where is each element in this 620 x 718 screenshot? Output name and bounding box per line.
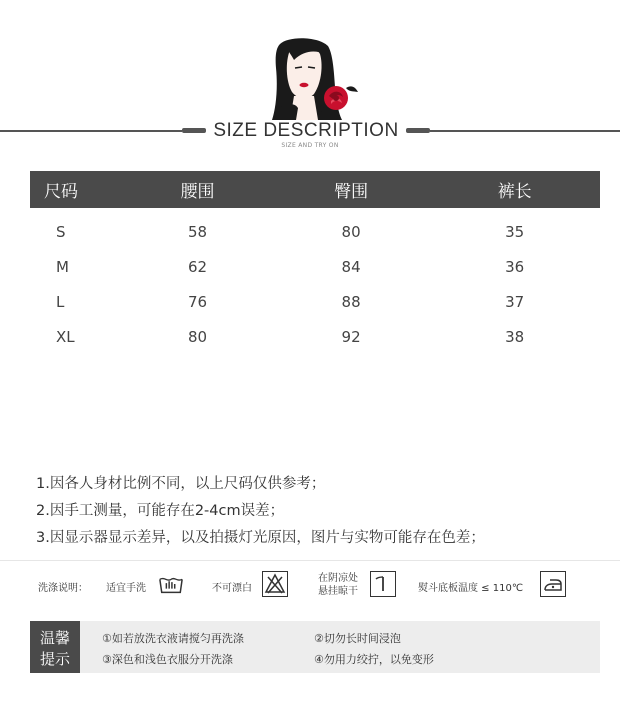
table-row (30, 249, 600, 284)
warm-tips-heading-line1: 温馨 (39, 629, 70, 647)
warm-tips-heading-line2: 提示 (39, 650, 70, 668)
section-title-row (0, 118, 620, 144)
care-text-hang-dry (318, 572, 358, 598)
cell-waist: 80 (188, 327, 208, 346)
table-header-row (30, 171, 600, 208)
header-waist: 腰围 (122, 171, 273, 208)
no-bleach-icon (262, 571, 288, 597)
cell-hip: 92 (341, 327, 361, 346)
table-row (30, 208, 600, 249)
cell-hip: 84 (341, 257, 361, 276)
title-divider-right (430, 130, 620, 132)
page-subtitle: SIZE AND TRY ON (281, 142, 339, 149)
brand-logo-illustration (268, 38, 360, 120)
size-table (30, 171, 600, 354)
tip-item: ④勿用力绞拧，以免变形 (314, 653, 434, 666)
page-title: SIZE DESCRIPTION (213, 120, 399, 141)
care-text-hang-dry-line1: 在阴凉处 (318, 573, 358, 584)
care-text-no-bleach: 不可漂白 (212, 583, 252, 594)
cell-hip: 80 (341, 222, 361, 241)
title-dash-right (406, 128, 430, 133)
header-length: 裤长 (429, 171, 600, 208)
tip-item: ③深色和浅色衣服分开洗涤 (102, 653, 233, 666)
note-item: 1.因各人身材比例不同，以上尺码仅供参考； (36, 476, 326, 492)
size-notes (36, 473, 606, 554)
cell-waist: 62 (188, 257, 208, 276)
care-text-hang-dry-line2: 悬挂晾干 (318, 586, 358, 597)
warm-tips-heading (30, 621, 80, 673)
header-hip: 臀围 (273, 171, 430, 208)
cell-length: 37 (505, 292, 525, 311)
cell-size: L (56, 292, 65, 311)
title-divider-left (0, 130, 182, 132)
title-dash-left (182, 128, 206, 133)
washing-label: 洗涤说明： (38, 583, 88, 594)
table-row (30, 284, 600, 319)
note-item: 2.因手工测量，可能存在2-4cm误差； (36, 503, 285, 519)
care-text-hand-wash: 适宜手洗 (106, 583, 146, 594)
cell-hip: 88 (341, 292, 361, 311)
cell-waist: 76 (188, 292, 208, 311)
cell-length: 35 (505, 222, 525, 241)
table-row (30, 319, 600, 354)
washing-instructions (0, 560, 620, 609)
note-item: 3.因显示器显示差异，以及拍摄灯光原因，图片与实物可能存在色差； (36, 530, 485, 546)
header-size: 尺码 (30, 171, 122, 208)
warm-tips-box (30, 621, 600, 673)
cell-size: M (56, 257, 69, 276)
cell-length: 36 (505, 257, 525, 276)
hang-dry-icon (370, 571, 396, 597)
cell-length: 38 (505, 327, 525, 346)
hand-wash-icon (158, 571, 184, 597)
tip-item: ①如若放洗衣液请搅匀再洗涤 (102, 632, 244, 645)
cell-size: XL (56, 327, 75, 346)
care-text-iron: 熨斗底板温度 ≤ 110℃ (418, 583, 524, 594)
cell-size: S (56, 222, 66, 241)
tip-item: ②切勿长时间浸泡 (314, 632, 401, 645)
iron-icon (540, 571, 566, 597)
cell-waist: 58 (188, 222, 208, 241)
